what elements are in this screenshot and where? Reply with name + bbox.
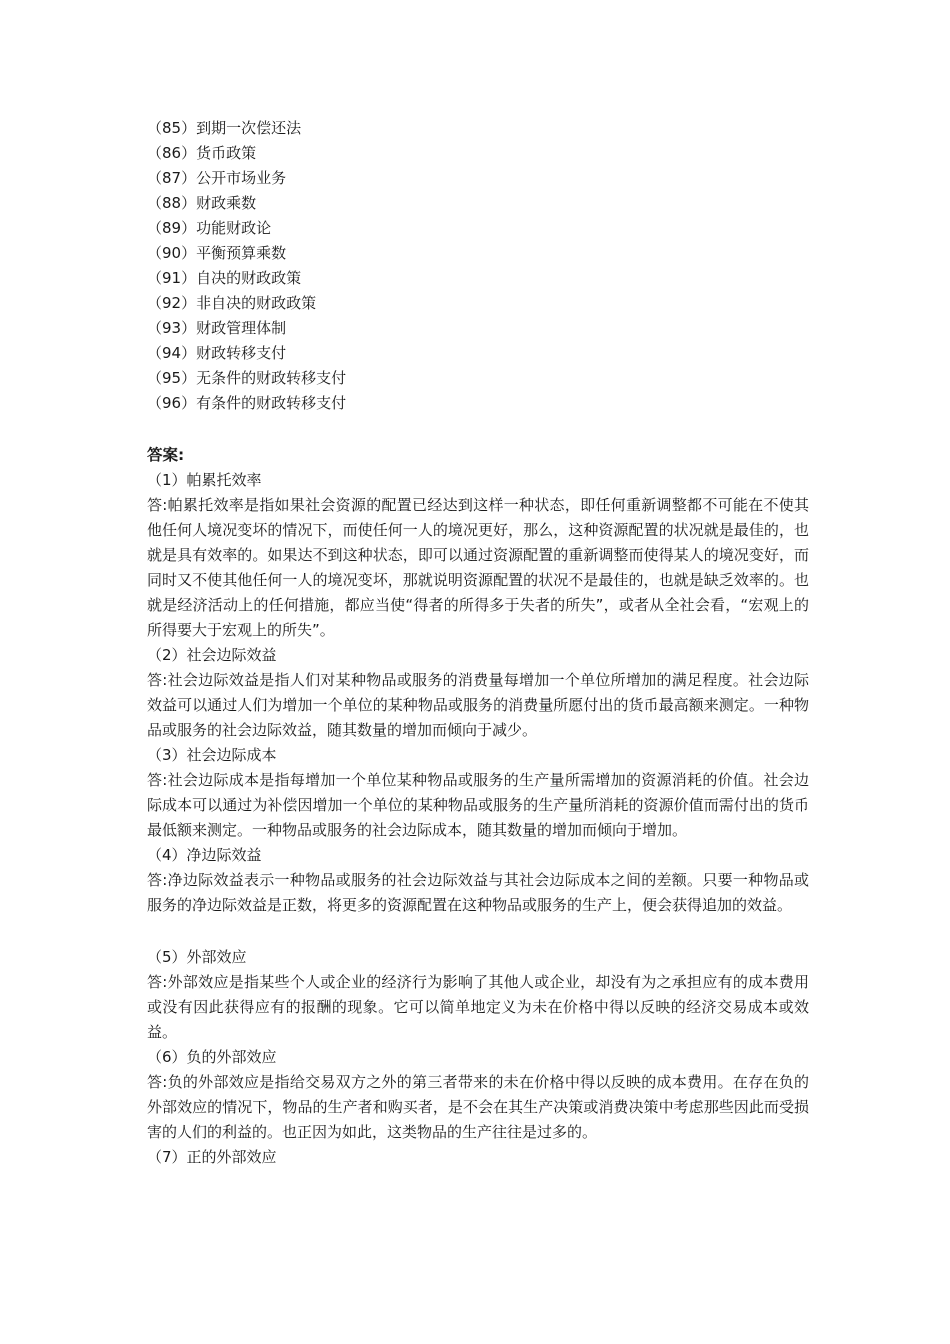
answer-body: 答:社会边际成本是指每增加一个单位某种物品或服务的生产量所需增加的资源消耗的价值。社会边际成本可以通过为补偿因增加一个单位的某种物品或服务的生产量所消耗的资源价值而需付出的货币最低额来测定。一种物品或服务的社会边际成本，随其数量的增加而倾向于增加。 [147,771,809,839]
term-item: （89）功能财政论 [147,219,272,237]
answer-title: （4）净边际效益 [147,846,262,864]
answer-block-4 [147,843,809,918]
answer-block-7 [147,1145,809,1170]
term-item: （90）平衡预算乘数 [147,244,287,262]
answer-block-5 [147,945,809,1045]
answer-title: （5）外部效应 [147,948,247,966]
answer-title: （3）社会边际成本 [147,746,277,764]
answer-block-6 [147,1045,809,1145]
term-item: （92）非自决的财政政策 [147,294,317,312]
answer-body: 答:外部效应是指某些个人或企业的经济行为影响了其他人或企业，却没有为之承担应有的成本费用或没有因此获得应有的报酬的现象。它可以简单地定义为未在价格中得以反映的经济交易成本或效益。 [147,973,809,1041]
term-item: （91）自决的财政政策 [147,269,302,287]
term-item: （94）财政转移支付 [147,344,287,362]
answer-block-2 [147,643,809,743]
answer-body: 答:负的外部效应是指给交易双方之外的第三者带来的未在价格中得以反映的成本费用。在存在负的外部效应的情况下，物品的生产者和购买者，是不会在其生产决策或消费决策中考虑那些因此而受损害的人们的利益的。也正因为如此，这类物品的生产往往是过多的。 [147,1073,809,1141]
answer-body: 答:社会边际效益是指人们对某种物品或服务的消费量每增加一个单位所增加的满足程度。社会边际效益可以通过人们为增加一个单位的某种物品或服务的消费量所愿付出的货币最高额来测定。一种物品或服务的社会边际效益，随其数量的增加而倾向于减少。 [147,671,809,739]
term-item: （88）财政乘数 [147,194,257,212]
term-item: （93）财政管理体制 [147,319,287,337]
term-item: （96）有条件的财政转移支付 [147,394,347,412]
answer-body: 答:帕累托效率是指如果社会资源的配置已经达到这样一种状态，即任何重新调整都不可能在不使其他任何人境况变坏的情况下，而使任何一人的境况更好，那么，这种资源配置的状况就是最佳的，也就是具有效率的。如果达不到这种状态，即可以通过资源配置的重新调整而使得某人的境况变好，而同时又不使其他任何一人的境况变坏，那就说明资源配置的状况不是最佳的，也就是缺乏效率的。也就是经济活动上的任何措施，都应当使“得者的所得多于失者的所失”，或者从全社会看，“宏观上的所得要大于宏观上的所失”。 [147,496,809,639]
answer-title: （6）负的外部效应 [147,1048,277,1066]
term-item: （86）货币政策 [147,144,257,162]
term-item: （87）公开市场业务 [147,169,287,187]
answers-heading: 答案: [147,446,185,464]
answer-title: （2）社会边际效益 [147,646,277,664]
term-item: （85）到期一次偿还法 [147,119,302,137]
answer-body: 答:净边际效益表示一种物品或服务的社会边际效益与其社会边际成本之间的差额。只要一种物品或服务的净边际效益是正数，将更多的资源配置在这种物品或服务的生产上，便会获得追加的效益。 [147,871,809,914]
document-page [147,116,809,1170]
answer-block-3 [147,743,809,843]
term-item: （95）无条件的财政转移支付 [147,369,347,387]
term-list [147,116,809,416]
answer-block-1 [147,468,809,643]
answer-title: （1）帕累托效率 [147,471,262,489]
answer-title: （7）正的外部效应 [147,1148,277,1166]
